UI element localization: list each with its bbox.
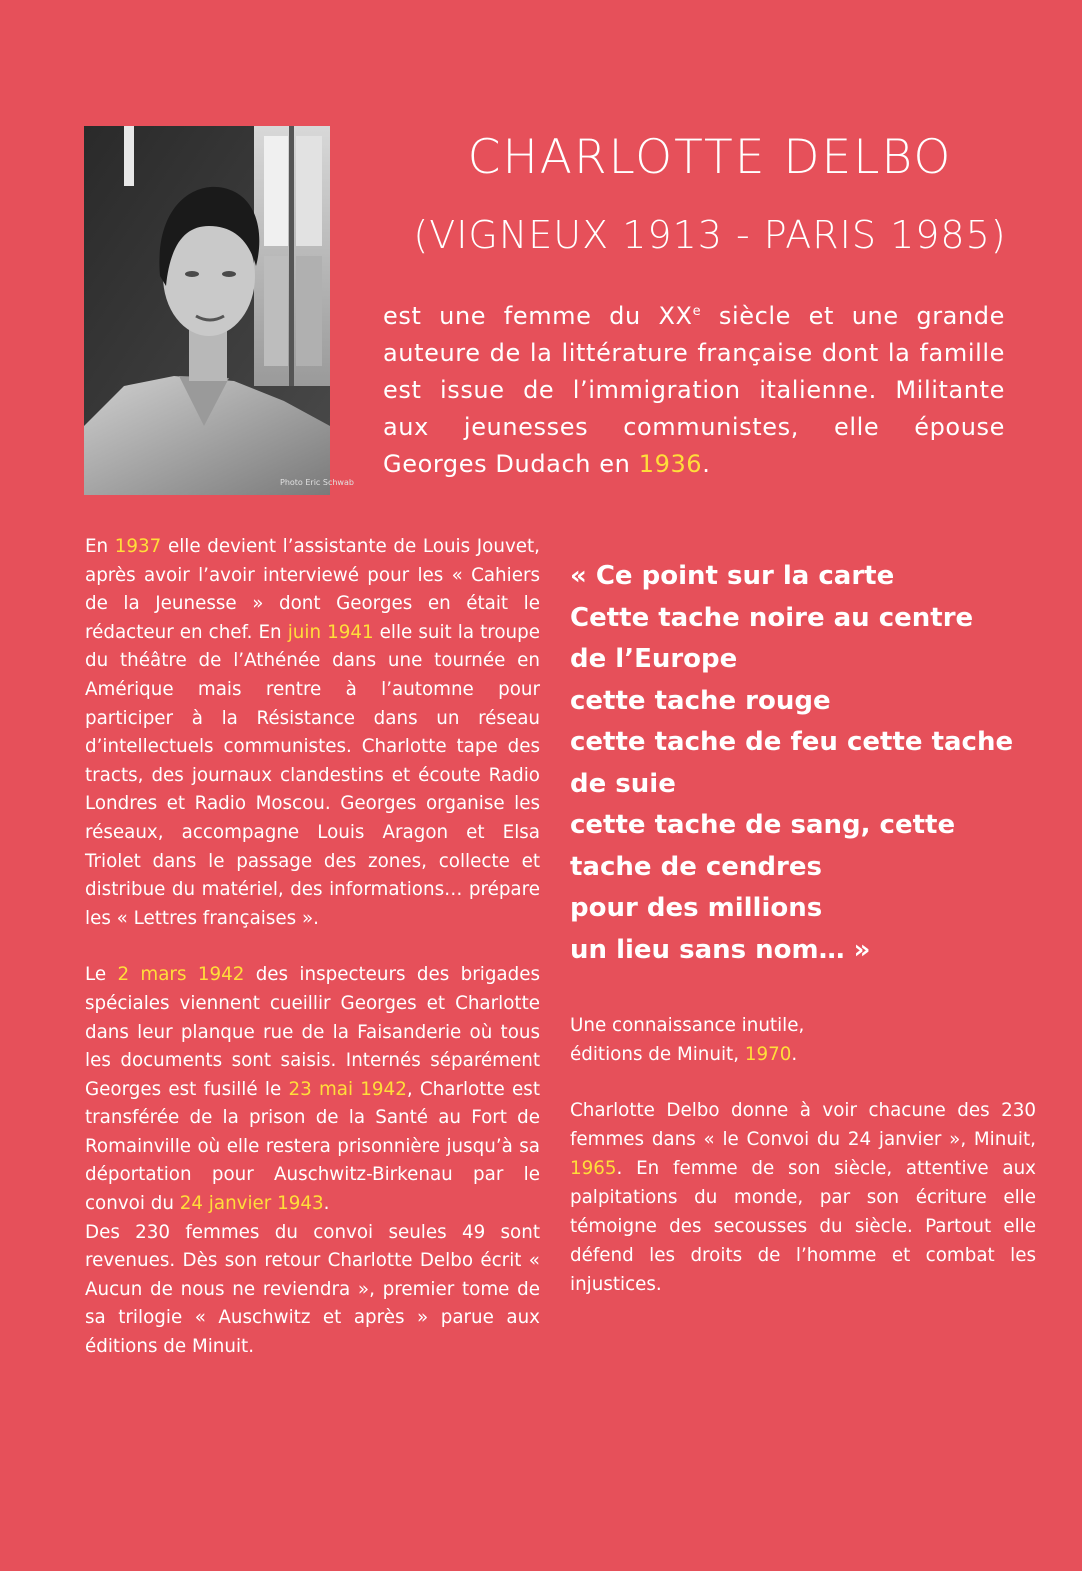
bio-paragraph-3: Des 230 femmes du convoi seules 49 sont revenues. Dès son retour Charlotte Delbo écrit « Aucun de nous ne reviendra », premier tome de sa trilogie « Auschwitz et après » parue aux éditions de Minuit.: [85, 1221, 540, 1358]
text: . En femme de son siècle, attentive aux palpitations du monde, par son écriture elle témoigne des secousses du siècle. Partout elle défend les droits de l’homme et combat les injustices.: [570, 1158, 1036, 1295]
highlight-date: 1937: [114, 536, 162, 557]
portrait-photo: [84, 126, 354, 495]
quote-source: [570, 1011, 1040, 1069]
right-paragraph: [570, 1096, 1036, 1299]
highlight-date: 2 mars 1942: [117, 964, 245, 986]
page-title: CHARLOTTE DELBO: [467, 130, 953, 185]
text: Charlotte Delbo donne à voir chacune des 230 femmes dans « le Convoi du 24 janvier », Minuit,: [570, 1100, 1036, 1150]
photo-credit: Photo Eric Schwab: [280, 478, 354, 487]
text: .: [323, 1193, 330, 1215]
highlight-date: 23 mai 1942: [288, 1078, 407, 1100]
quote-line: cette tache rouge: [570, 685, 831, 716]
highlight-date: juin 1941: [287, 621, 374, 643]
text: Le: [85, 964, 118, 986]
quote-line: cette tache de sang, cette: [570, 810, 956, 840]
quote-line: cette tache de feu cette tache: [570, 727, 1014, 757]
quote-line: tache de cendres: [570, 851, 822, 882]
highlight-date: 24 janvier 1943: [179, 1193, 324, 1215]
text: éditions de Minuit,: [570, 1044, 745, 1065]
left-column: [85, 533, 540, 1390]
quote-line: « Ce point sur la carte: [570, 561, 895, 591]
page-subtitle: (VIGNEUX 1913 - PARIS 1985): [413, 213, 1007, 257]
highlight-year: 1965: [570, 1158, 617, 1179]
text: elle devient l’assistante de Louis Jouvet, après avoir l’avoir interviewé pour les « Cahiers de la Jeunesse » dont Georges en était le rédacteur en chef. En: [85, 536, 540, 643]
highlight-year: 1970: [744, 1044, 792, 1065]
intro-text: .: [702, 450, 711, 478]
quote-block: [570, 556, 1040, 971]
quote-line: un lieu sans nom… »: [570, 934, 871, 965]
text: , Charlotte est transférée de la prison de la Santé au Fort de Romainville où elle restera prisonnière jusqu’à sa déportation pour Auschwitz-Birkenau par le convoi du: [85, 1078, 540, 1215]
intro-text: est une femme du XX: [383, 302, 693, 330]
bio-paragraph-2: [85, 961, 540, 1218]
text: En: [85, 536, 115, 557]
text: elle suit la troupe du théâtre de l’Athénée dans une tournée en Amérique mais rentre à l’automne pour participer à la Résistance dans un réseau d’intellectuels communistes. Charlotte tape des tracts, des journaux clandestins et écoute Radio Londres et Radio Moscou. Georges organise les réseaux, accompagne Louis Aragon et Elsa Triolet dans le passage des zones, collecte et distribue du matériel, des informations… prépare les « Lettres françaises ».: [85, 621, 540, 929]
source-publisher: [570, 1040, 1040, 1069]
bio-paragraph-1: [85, 533, 540, 933]
intro-superscript: e: [692, 304, 702, 319]
quote-line: de suie: [570, 768, 676, 799]
text: .: [791, 1044, 798, 1065]
source-title: Une connaissance inutile,: [570, 1015, 805, 1036]
intro-paragraph: [383, 293, 1005, 483]
quote-line: Cette tache noire au centre: [570, 602, 974, 633]
quote-line: de l’Europe: [570, 644, 738, 674]
intro-text: siècle et une grande auteure de la littérature française dont la famille est issue de l’immigration italienne. Militante aux jeunesses communistes, elle épouse Georges Dudach en: [383, 302, 1005, 478]
quote-line: pour des millions: [570, 893, 823, 923]
highlight-year: 1936: [638, 450, 703, 478]
text: des inspecteurs des brigades spéciales viennent cueillir Georges et Charlotte dans leur planque rue de la Faisanderie où tous les documents sont saisis. Internés séparément Georges est fusillé le: [85, 964, 540, 1100]
